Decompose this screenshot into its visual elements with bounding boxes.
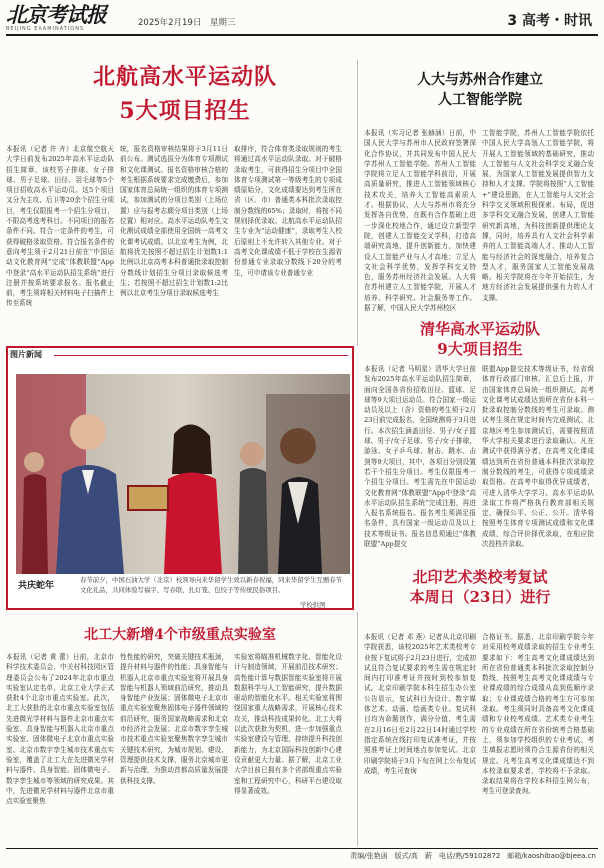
- masthead-rule: [6, 34, 598, 36]
- newspaper-logo: [6, 4, 126, 34]
- column-divider: [357, 60, 358, 346]
- article3-title-line1: 清华高水平运动队: [419, 320, 540, 338]
- footer-editor-info: 责编/张艳函 版式/高 薪 电话/熟/59102872 邮箱/kaoshibao@bjeea.cn: [350, 852, 596, 860]
- photo-credit: 学校供图: [300, 601, 326, 609]
- article5-column-1: 本报讯（记者 黄 蕾）日前，北京市科学技术委员会、中关村科技园区管理委员会公布了2024年北京市重点实验室认定名单，北京工业大学正式获批4个北京市重点实验室。此次，北工大获批的北京市重点实验室包括先进微光学材料与器件北京市重点实验室、具身智能与机器人北京市重点实验室、固体微电子北京市重点实验室、北京市数字孪生城市技术重点实验室，覆盖了北工大在先进微光学材料与器件、具身智能、固体微电子、数字孪生城市等领域的研究成果。其中，先进微光学材料与器件北京市重点实验室聚焦: [6, 653, 114, 806]
- photo-news-label: 图片新闻: [10, 350, 42, 359]
- article5-column-3: 实验室将瞄准机械数字化、智能化设计与制造领域，开展前沿技术研究；高性能计算与数据智能实验室将开展数据科学与人工智能研究，提升数据驱动的智能化水平。相关实验室将围绕国家重大战略需求，开展核心技术攻关，推动科技成果转化。北工大将以此次获批为契机，进一步加强重点实验室建设与管理，持续提升科技创新能力，为北京国际科技创新中心建设贡献更大力量。据了解，北京工业大学目前已拥有多个省部级重点实验室和工程研究中心，科研平台建设取得显著成效。: [234, 653, 342, 795]
- logo-text: 北京考试报: [6, 2, 106, 27]
- photo-caption-title: 共庆蛇年: [18, 581, 55, 591]
- article3-column-1: 本报讯（记者 马明星）清华大学日前发布2025年高水平运动队招生简章，面向全国各省份招收田径、篮球、足球等9大项目运动员。符合国家一级运动员及以上（含）资格的考生须于2月23日前完成报名，全国统测将于3月进行。本次招生涵盖田径、男子/女子篮球、男子/女子足球、男子/女子排球、游泳、女子乒乓球、射击、跳水、击剑等9大项目，其中，各项目分别设置若干个招生分项目。考生仅限报考一个招生分项目。考生需先在中国运动文化教育网“体教联盟”App中登录“高水平运动队招生系统”完成注册，再进入报名系统报名。报名考生须满足报名条件，具有国家一级运动员及以上技术等级证书。报名信息须通过“体教联盟”App提交: [364, 365, 476, 549]
- photo-caption: 春节前夕，中国石油大学（北京）校领导向来华留学生致以新春祝福，同来华留学生互赠春节文化礼品，共同体验写福字、写春联、扎灯笼、包饺子等传统民俗项目。: [80, 576, 343, 594]
- article1-title-line2: 5大项目招生: [119, 98, 251, 124]
- issue-date: 2025年2月19日 星期三: [138, 18, 236, 28]
- logo-subtext: BEIJING EXAMINATIONS: [6, 26, 85, 32]
- news-photo: [16, 374, 350, 574]
- article1-column-1: 本报讯（记者 许 卉）北京航空航天大学日前发布2025年高水平运动队招生简章，该校男子排球、女子排球、男子足球、田径、羽毛球等5个项目招收高水平运动员。这5个项目又分为主攻、后卫等20余个招生分项目，考生仅限报考一个招生分项目，不限高考选考科目。不同项目的报名条件不同。符合一定条件的考生，可获得破格录取资格。符合报名条件的意向考生须于2月21日前在“中国运动文化教育网”完成“体教联盟”App中登录“高水平运动队招生系统”进行注册并按系统要求报名。报名截止前，考生须将相关材料电子扫描件上传至系统: [6, 145, 114, 308]
- article2-title-line1: 人大与苏州合作建立: [417, 72, 543, 88]
- article2-column-2: 工智能学院，苏州人工智能学院依托中国人民大学高瓴人工智能学院，将开展人工智能领域的基础研究，推动人工智能与人文社会科学交叉融合发展，为国家人工智能发展提供智力支持和人才支撑。学院将按照“人工智能+”建设思路，在人工智能与人文社会科学交叉领域积极探索、布局，促进多学科交叉融合发展，创建人工智能研究新高地，为科技创新提供理论支撑，同时，培养具有人文社会科学素养的人工智能高端人才、推动人工智能与经济社会的深度融合，培养复合型人才，服务国家人工智能发展战略。相关学院将在今年开始招生，为地方经济社会发展提供强有力的人才支撑。: [482, 129, 594, 302]
- photo-news-rule: [54, 355, 348, 356]
- article4-title-line2: 本周日（23日）进行: [409, 588, 551, 606]
- article3-title-line2: 9大项目招生: [437, 340, 523, 358]
- column-divider-lower: [357, 612, 358, 846]
- article4-title-line1: 北印艺术类校考复试: [412, 568, 548, 586]
- article1-column-3: 取排序，符合体育类录取规则的考生将通过高水平运动队录取。对于破格录取考生，可获得招生分项目中全国体育专项测试第一等级考生的专项成绩原始分，文化成绩要达到考生所在省（区、市）普通类本科批次录取控制分数线的65%；录取时，将按不同规则择优录取。北航高水平运动队招生专业为“运动健康”，录取考生入校后原则上不允许转入其他专业。对于高考文化课成绩不低于学校在生源省份普通专业录取分数线下20分的考生，可申请该专业普通专业: [234, 145, 342, 277]
- article5-title: 北工大新增4个市级重点实验室: [84, 627, 276, 643]
- article2-title-line2: 人工智能学院: [438, 92, 522, 108]
- article3-column-2: 联盟App提交技术等级证书，经省级体育行政部门审核、汇总后上报，并由国家体育总局统一组织测试。高考文化课考试成绩达到所在省份本科一批录取控制分数线的考生可录取。测试考生须在规定时间内完成测试。北京地区考生参加测试后，需要按照清华大学相关要求进行录取确认。凡在测试中获得满分者，在高考文化课成绩达到所在省份普通本科批次录取控制分数线的考生，可获得专项成绩录取资格。在高考中取得优异成绩者，可进入清华大学学习。高水平运动队录取工作将严格执行教育部相关规定，确保公平、公正、公开。清华将按照考生体育专项测试成绩和文化课成绩，综合评价择优录取，在相应批次投档并录取。: [482, 365, 594, 549]
- article4-column-1: 本报讯（记者 邓 燕）记者从北京印刷学院获悉，该校2025年艺术类校考专业按下复试将于2月23日进行，完成初试且符合复试要求的考生需在规定时间内打印准考证并按时到校参加复试。北京印刷学院本科生招生办公室公告显示，复试科目为设计、数字媒体艺术、动画、绘画类专业。复试科目均为命题创作，满分分值，考生需在2月16日至2月22日14时通过学校指定系统在线打印复试准考证，并按照准考证上时间地点参加复试。北京印刷学院将于3月下旬在网上公布复试成绩，考生可查询: [364, 633, 476, 775]
- article1-title-line1: 北航高水平运动队: [92, 64, 277, 90]
- article5-column-2: 性性能的研究，突破关键技术瓶颈，提升材料与器件的性能；具身智能与机器人北京市重点实验室将开展具身智能与机器人领域前沿研究，推动具身智能产业发展；固体微电子北京市重点实验室聚焦固体电子器件领域的前沿研究，服务国家战略需求和北京市经济社会发展；北京市数字孪生城市技术重点实验室聚焦数字孪生城市关键技术研究，为城市规划、建设、管理提供技术支撑，服务北京城市更新与治理，为推动首都高质量发展提供科技支撑。: [120, 653, 228, 785]
- article1-column-2: 统，报名资格审核结果将于3月11日前公布。测试选拔分为体育专项测试和文化课测试。报名资格审核合格的考生根据系统要求完成缴费后，参加国家体育总局统一组织的体育专项测试，参加测试的分项目类别（上场位置）应与报考志願分项目类别（上场位置）相对应。高水平运动队考生文化测试成绩全部使用全国统一高考文化课考试成绩。以北京考生为例，北航将优先按照不超过招生计划数1:1比例以北京高考本科普通批录取控制分数线计划招生分项目录取候选考生；若按照不超过招生计划数1:2比例以北京考生分项目录取候选考生: [120, 145, 228, 298]
- article2-column-1: 本报讯（实习记者 张赫涵）日前，中国人民大学与苏州市人民政府签署深化合作协议，并共同发布中国人民大学苏州人工智能学院。苏州人工智能学院将立足人工智能学科前沿，开展高质量研究，推进人工智能领域核心技术攻关，培养人工智能高素质人才。根据协议，人大与苏州市将充分发挥各自优势，在既有合作基础上进一步深化校地合作，通过设立新型学院，创建人工智能交叉学科，打造高端研究高地，提升创新能力，加快建设人工智能产业与人才高地；立足人文社会科学优势，发挥学科交叉特色，服务苏州经济社会发展。人大将在苏州建立人工智能学院，开展人才培养、科学研究、社会服务等工作。据了解，中国人民大学苏州校区: [364, 129, 476, 313]
- article4-column-2: 合格证书。据悉，北京印刷学院今年对采用校考成绩录取的招生专业考生要求如下：考生高考文化课成绩达到所在省份普通类本科批次录取控制分数线，按照考生高考文化课成绩与专业课成绩的综合成绩从高到低顺序录取；专业课成绩合格的考生方可参加录取。考生须同时具备高考文化课成绩和专业校考成绩。艺术类专业考生的专业成绩在所在省份统考合格基础上，须参加学校组织的专业考试。考生填报志愿时须符合生源省份的相关规定。凡考生高考文化课成绩达不到本校录取要求者，学校将不予录取。录取结果将在学校本科招生网公布，考生可登录查询。: [482, 633, 594, 796]
- footer-rule: [6, 848, 598, 849]
- section-title: 3 高考・时讯: [507, 13, 592, 29]
